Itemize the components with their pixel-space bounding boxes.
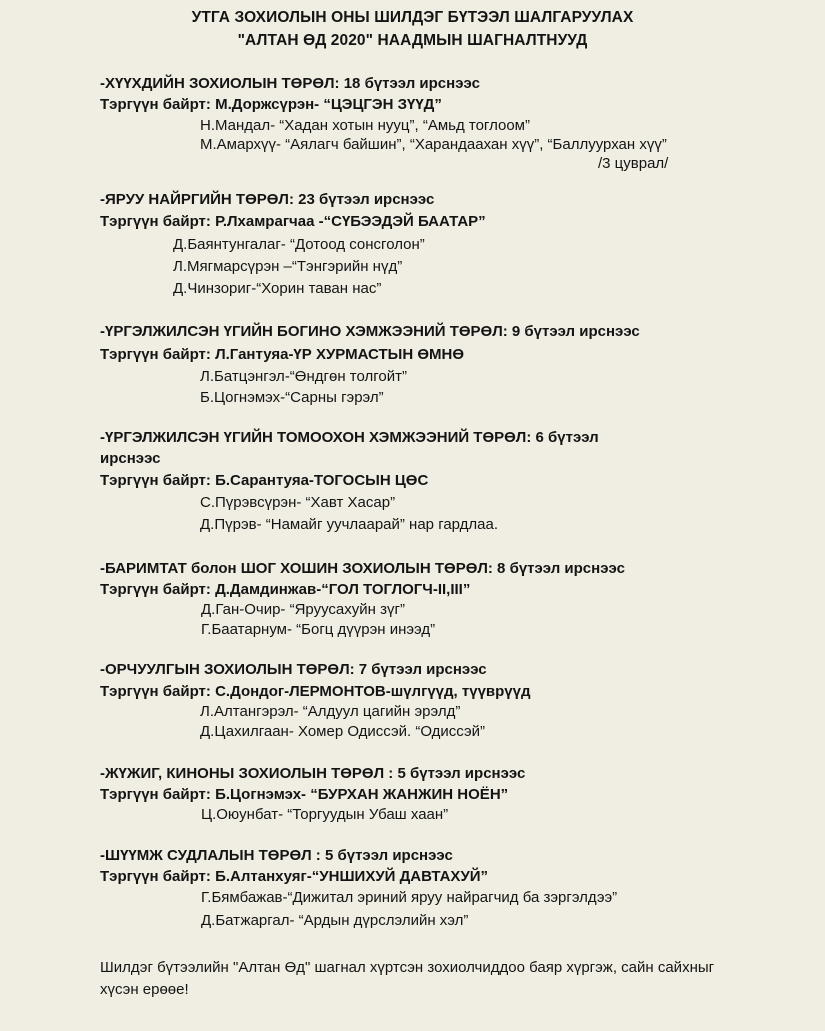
section-heading-main: -ЖҮЖИГ, КИНОНЫ ЗОХИОЛЫН ТӨРӨЛ [100,765,385,782]
winner-prefix: Тэргүүн байрт: [100,346,216,363]
winner-text: Д.Дамдинжав-“ГОЛ ТОГЛОГЧ-II,III” [215,581,471,598]
winner-prefix: Тэргүүн байрт: [100,581,216,598]
mention-item: Л.Мягмарсүрэн –“Тэнгэрийн нүд” [173,258,403,275]
section-heading-main: -ШҮҮМЖ СУДЛАЛЫН ТӨРӨЛ [100,847,312,864]
section-heading [100,764,525,784]
document-title-line-2: "АЛТАН ӨД 2020" НААДМЫН ШАГНАЛТНУУД [237,32,588,49]
winner-prefix: Тэргүүн байрт: [100,683,216,700]
winner-line [100,867,488,887]
winner-line [100,682,531,702]
winner-text: Б.Сарантуяа-ТОГОСЫН ЦӨС [215,472,429,489]
closing-message: Шилдэг бүтээлийн "Алтан Өд" шагнал хүртсэн зохиолчиддоо баяр хүргэж, сайн сайхныг хүсэн ерөөе! [100,959,715,998]
winner-text: Б.Цогнэмэх- “БУРХАН ЖАНЖИН НОЁН” [215,786,509,803]
section-heading-main: -ҮРГЭЛЖИЛСЭН ҮГИЙН ТОМООХОН ХЭМЖЭЭНИЙ ТӨРӨЛ: [100,429,532,446]
mention-item: Д.Чинзориг-“Хорин таван нас” [173,280,382,297]
winner-prefix: Тэргүүн байрт: [100,96,216,113]
winner-text: М.Доржсүрэн- “ЦЭЦГЭН ЗҮҮД” [215,96,442,113]
winner-line [100,95,442,115]
winner-line [100,580,470,600]
section-heading: -ОРЧУУЛГЫН ЗОХИОЛЫН ТӨРӨЛ: 7 бүтээл ирснээс [100,661,487,678]
section-heading-tail: : 5 бүтээл ирснээс [311,847,453,864]
winner-text: Р.Лхамрагчаа -“СҮБЭЭДЭЙ БААТАР” [215,213,486,230]
section-heading: -БАРИМТАТ болон ШОГ ХОШИН ЗОХИОЛЫН ТӨРӨЛ: 8 бүтээл ирснээс [100,560,625,577]
section-heading-tail: : 5 бүтээл ирснээс [384,765,526,782]
winner-line [100,471,428,491]
winner-line [100,212,486,232]
section-heading: -ХҮҮХДИЙН ЗОХИОЛЫН ТӨРӨЛ: 18 бүтээл ирснээс [100,75,480,92]
winner-text: С.Дондог-ЛЕРМОНТОВ-шүлгүүд, түүврүүд [215,683,531,700]
mention-item: Ц.Оюунбат- “Торгуудын Убаш хаан” [201,806,449,823]
mention-item: С.Пүрэвсүрэн- “Хавт Хасар” [200,494,396,511]
mention-item: Д.Цахилгаан- Хомер Одиссэй. “Одиссэй” [200,723,486,740]
winner-text: Б.Алтанхуяг-“УНШИХУЙ ДАВТАХУЙ” [215,868,489,885]
winner-prefix: Тэргүүн байрт: [100,472,216,489]
winner-line [100,345,464,365]
section-heading [100,428,599,448]
mention-item: /3 цуврал/ [598,155,669,172]
mention-item: Д.Ган-Очир- “Яруусахуйн зүг” [201,601,405,618]
mention-item: Д.Баянтунгалаг- “Дотоод сонсголон” [173,236,425,253]
section-heading: -ҮРГЭЛЖИЛСЭН ҮГИЙН БОГИНО ХЭМЖЭЭНИЙ ТӨРӨЛ: 9 бүтээл ирснээс [100,323,640,340]
section-heading [100,846,453,866]
winner-text: Л.Гантуяа-ҮР ХУРМАСТЫН ӨМНӨ [215,346,465,363]
mention-item: Д.Пүрэв- “Намайг уучлаарай” нар гардлаа. [200,516,499,533]
section-heading-continued: ирснээс [100,450,161,467]
section-heading: -ЯРУУ НАЙРГИЙН ТӨРӨЛ: 23 бүтээл ирснээс [100,191,435,208]
mention-item: Д.Батжаргал- “Ардын дүрслэлийн хэл” [201,912,469,929]
mention-item: Л.Алтангэрэл- “Алдуул цагийн эрэлд” [200,703,461,720]
winner-line [100,785,508,805]
winner-prefix: Тэргүүн байрт: [100,213,216,230]
document-title-line-1: УТГА ЗОХИОЛЫН ОНЫ ШИЛДЭГ БҮТЭЭЛ ШАЛГАРУУЛАХ [191,9,634,26]
mention-item: Л.Батцэнгэл-“Өндгөн толгойт” [200,368,407,385]
mention-item: М.Амархүү- “Аялагч байшин”, “Харандаахан хүү”, “Баллуурхан хүү” [200,136,667,153]
mention-item: Г.Баатарнум- “Богц дүүрэн инээд” [201,621,436,638]
section-heading-tail: 6 бүтээл [531,429,599,446]
mention-item: Г.Бямбажав-“Дижитал эриний яруу найрагчид ба зэргэлдээ” [201,889,618,906]
winner-prefix: Тэргүүн байрт: [100,868,216,885]
mention-item: Н.Мандал- “Хадан хотын нууц”, “Амьд тоглоом” [200,117,530,134]
mention-item: Б.Цогнэмэх-“Сарны гэрэл” [200,389,384,406]
winner-prefix: Тэргүүн байрт: [100,786,216,803]
